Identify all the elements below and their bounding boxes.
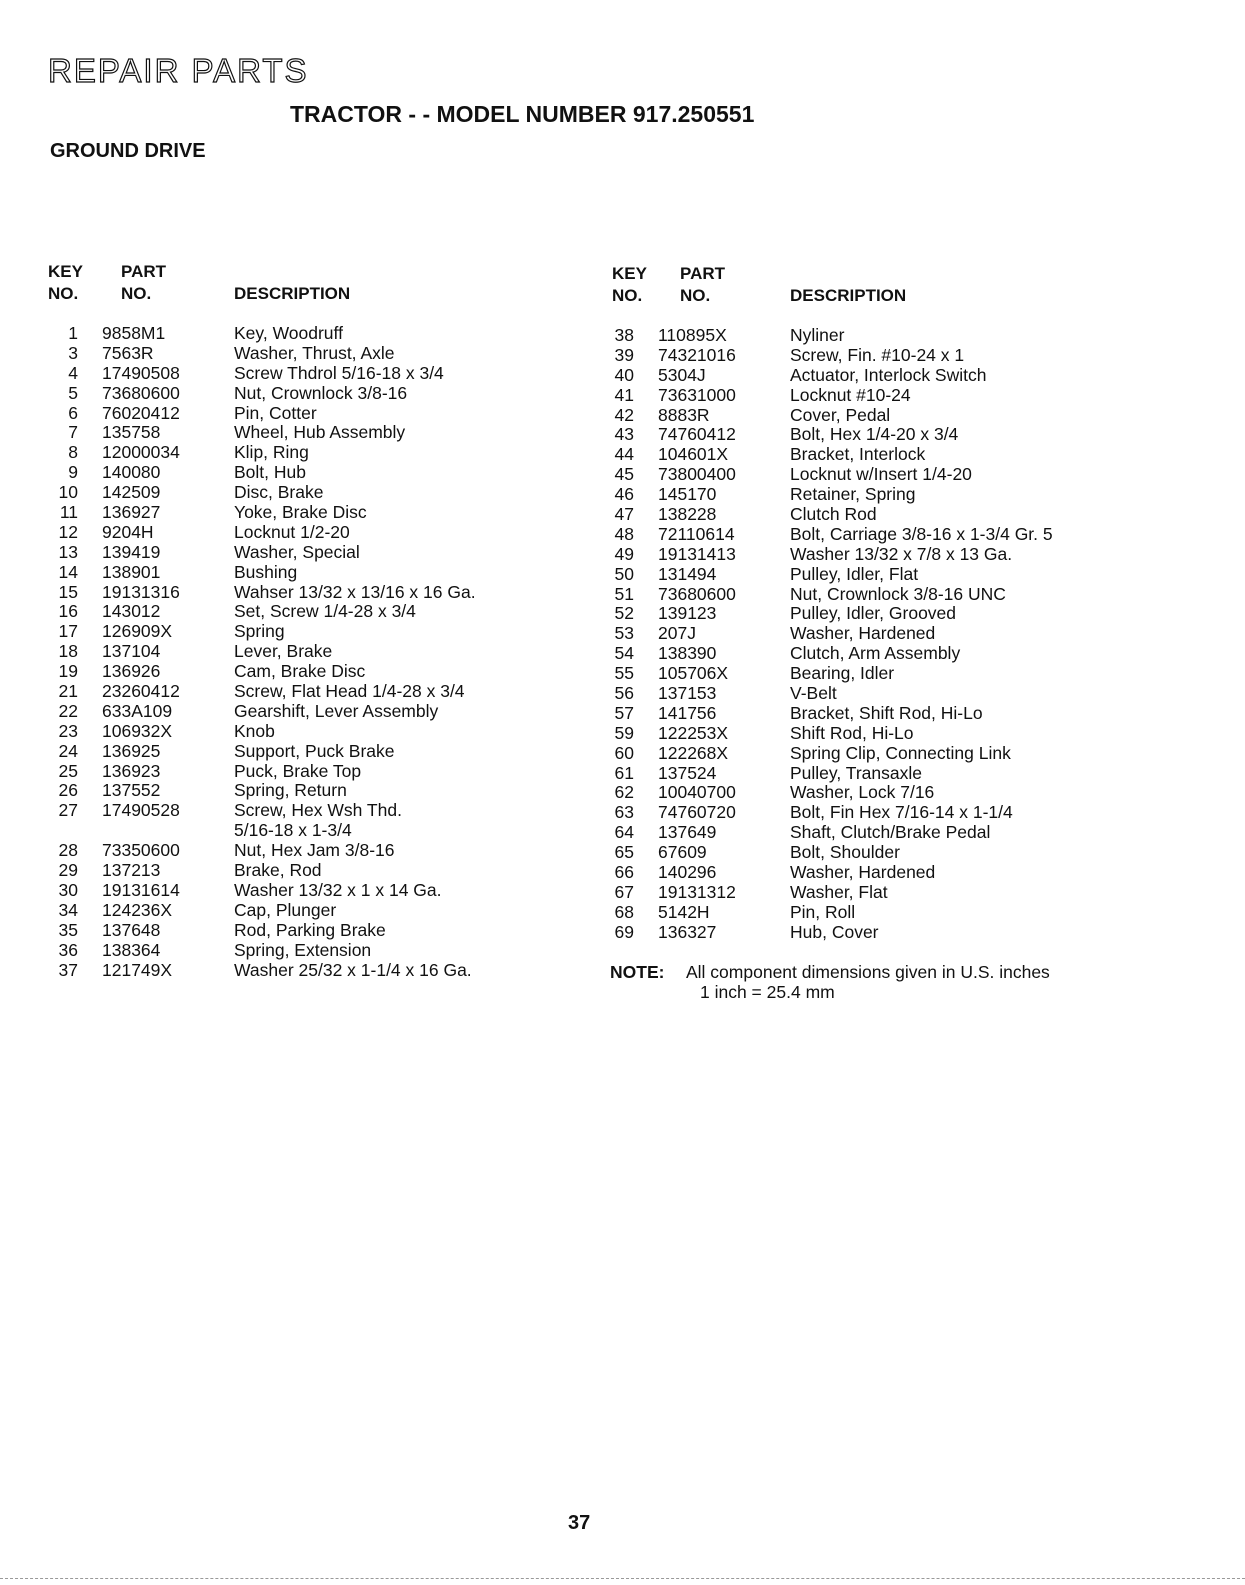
key-number: 24 [58, 740, 78, 761]
table-row [48, 921, 608, 941]
part-number: 137649 [658, 822, 717, 843]
part-description: Screw Thdrol 5/16-18 x 3/4 [234, 362, 444, 383]
key-number: 5 [68, 382, 78, 403]
part-number: 122253X [658, 722, 729, 743]
header-key-line1: KEY [612, 264, 647, 283]
table-row [48, 742, 608, 762]
table-row [48, 642, 608, 662]
part-description: Bolt, Shoulder [790, 842, 900, 863]
parts-rows-right [612, 326, 1172, 943]
table-row [48, 463, 608, 483]
parts-rows-left [48, 324, 608, 980]
table-row [48, 622, 608, 642]
part-number: 126909X [102, 621, 173, 642]
part-number: 145170 [658, 484, 717, 505]
part-number: 67609 [658, 842, 707, 863]
key-number: 26 [58, 780, 78, 801]
table-row [48, 324, 608, 344]
part-description: Actuator, Interlock Switch [790, 364, 987, 385]
column-headers [612, 264, 1172, 312]
table-row [612, 445, 1172, 465]
part-description: Bracket, Interlock [790, 444, 926, 465]
part-number: 10040700 [658, 782, 736, 803]
part-number: 137524 [658, 762, 717, 783]
key-number: 16 [58, 601, 78, 622]
part-description: Retainer, Spring [790, 484, 916, 505]
part-description: Screw, Hex Wsh Thd. [234, 800, 402, 821]
part-description: V-Belt [790, 683, 837, 704]
note-conversion: 1 inch = 25.4 mm [700, 982, 835, 1002]
part-number: 141756 [658, 702, 717, 723]
header-part-line1: PART [680, 264, 726, 283]
table-row [612, 505, 1172, 525]
key-number: 48 [614, 523, 634, 544]
part-description: Spring, Return [234, 780, 347, 801]
key-number: 38 [614, 325, 634, 345]
part-number: 19131413 [658, 543, 736, 564]
part-description: Bracket, Shift Rod, Hi-Lo [790, 702, 983, 723]
table-row [48, 941, 608, 961]
part-number: 74760720 [658, 802, 736, 823]
part-number: 138901 [102, 561, 161, 582]
part-number: 9858M1 [102, 323, 166, 343]
part-description: Shift Rod, Hi-Lo [790, 722, 914, 743]
part-number: 73680600 [102, 382, 180, 403]
key-number: 64 [614, 822, 634, 843]
part-description: Spring, Extension [234, 939, 372, 960]
key-number: 69 [614, 921, 634, 942]
table-row [48, 861, 608, 881]
part-description: Washer, Flat [790, 881, 888, 902]
key-number: 34 [58, 899, 78, 920]
part-description: Bolt, Hex 1/4-20 x 3/4 [790, 424, 959, 445]
table-row [48, 901, 608, 921]
part-description-continued: 5/16-18 x 1-3/4 [234, 820, 352, 841]
table-row [48, 443, 608, 463]
table-row [48, 602, 608, 622]
header-part-line2: NO. [680, 286, 711, 305]
part-number: 7563R [102, 342, 154, 363]
part-number: 137213 [102, 860, 161, 881]
table-row [612, 406, 1172, 426]
part-number: 137552 [102, 780, 161, 801]
key-number: 9 [68, 462, 78, 483]
table-row [48, 762, 608, 782]
key-number: 36 [58, 939, 78, 960]
key-number: 60 [614, 742, 634, 763]
table-row [612, 843, 1172, 863]
table-row [612, 764, 1172, 784]
table-row [612, 485, 1172, 505]
table-row [48, 841, 608, 861]
part-number: 142509 [102, 482, 161, 503]
note-text: All component dimensions given in U.S. inches [686, 962, 1050, 982]
part-description: Cover, Pedal [790, 404, 891, 425]
part-number: 110895X [658, 325, 727, 345]
table-row [48, 364, 608, 384]
part-description: Washer 13/32 x 1 x 14 Ga. [234, 879, 442, 900]
key-number: 14 [58, 561, 78, 582]
header-description: DESCRIPTION [790, 286, 907, 305]
part-number: 139123 [658, 603, 717, 624]
part-description: Klip, Ring [234, 442, 309, 463]
key-number: 23 [58, 720, 78, 741]
part-number: 138364 [102, 939, 161, 960]
key-number: 52 [614, 603, 634, 624]
table-row [612, 525, 1172, 545]
part-number: 137104 [102, 641, 161, 662]
part-description: Nut, Crownlock 3/8-16 UNC [790, 583, 1006, 604]
key-number: 7 [68, 422, 78, 443]
part-number: 17490528 [102, 800, 180, 821]
table-row [612, 585, 1172, 605]
part-description: Bolt, Fin Hex 7/16-14 x 1-1/4 [790, 802, 1013, 823]
part-description: Clutch Rod [790, 504, 877, 525]
page-number: 37 [568, 1512, 591, 1534]
key-number: 35 [58, 919, 78, 940]
section-heading: GROUND DRIVE [50, 140, 206, 162]
part-description: Nut, Hex Jam 3/8-16 [234, 840, 395, 861]
table-row [612, 744, 1172, 764]
key-number: 29 [58, 860, 78, 881]
table-row [48, 722, 608, 742]
table-row [48, 523, 608, 543]
part-description: Locknut w/Insert 1/4-20 [790, 464, 972, 485]
part-number: 143012 [102, 601, 161, 622]
part-description: Screw, Fin. #10-24 x 1 [790, 344, 965, 365]
part-number: 23260412 [102, 681, 180, 702]
part-number: 137648 [102, 919, 161, 940]
part-description: Washer, Lock 7/16 [790, 782, 935, 803]
table-row [612, 783, 1172, 803]
part-number: 73680600 [658, 583, 736, 604]
table-row [612, 883, 1172, 903]
table-row [612, 644, 1172, 664]
key-number: 54 [614, 643, 634, 664]
part-number: 136926 [102, 661, 161, 682]
table-row [48, 801, 608, 821]
key-number: 53 [614, 623, 634, 644]
key-number: 30 [58, 879, 78, 900]
part-number: 19131312 [658, 881, 736, 902]
part-number: 207J [658, 623, 696, 644]
part-number: 122268X [658, 742, 729, 763]
key-number: 51 [614, 583, 634, 604]
header-key-line1: KEY [48, 262, 83, 281]
part-number: 74321016 [658, 344, 736, 365]
part-description: Brake, Rod [234, 860, 322, 881]
part-number: 121749X [102, 959, 173, 980]
table-row [612, 923, 1172, 943]
part-description: Lever, Brake [234, 641, 333, 662]
table-row [48, 344, 608, 364]
key-number: 27 [58, 800, 78, 821]
part-number: 139419 [102, 541, 161, 562]
part-description: Knob [234, 720, 275, 741]
part-number: 137153 [658, 683, 717, 704]
part-description: Pulley, Idler, Flat [790, 563, 919, 584]
key-number: 15 [58, 581, 78, 602]
table-row [48, 563, 608, 583]
part-description: Support, Puck Brake [234, 740, 395, 761]
key-number: 49 [614, 543, 634, 564]
part-description: Pulley, Idler, Grooved [790, 603, 957, 624]
key-number: 19 [58, 661, 78, 682]
part-number: 76020412 [102, 402, 180, 423]
part-description: Nyliner [790, 325, 845, 345]
part-number: 5142H [658, 901, 710, 922]
part-number: 140080 [102, 462, 161, 483]
table-row [48, 404, 608, 424]
key-number: 1 [68, 323, 78, 343]
table-row [48, 702, 608, 722]
table-row [612, 604, 1172, 624]
key-number: 13 [58, 541, 78, 562]
table-row [48, 961, 608, 981]
key-number: 67 [614, 881, 634, 902]
part-number: 8883R [658, 404, 710, 425]
part-number: 135758 [102, 422, 161, 443]
key-number: 37 [58, 959, 78, 980]
table-row [612, 326, 1172, 346]
table-row [48, 662, 608, 682]
table-row [612, 465, 1172, 485]
key-number: 43 [614, 424, 634, 445]
key-number: 50 [614, 563, 634, 584]
part-description: Spring [234, 621, 285, 642]
key-number: 22 [58, 700, 78, 721]
part-description: Bolt, Hub [234, 462, 306, 483]
table-row [612, 366, 1172, 386]
table-row [612, 346, 1172, 366]
header-key-line2: NO. [48, 284, 79, 303]
key-number: 66 [614, 862, 634, 883]
key-number: 41 [614, 384, 634, 405]
part-number: 73631000 [658, 384, 736, 405]
key-number: 65 [614, 842, 634, 863]
table-row [612, 684, 1172, 704]
key-number: 28 [58, 840, 78, 861]
part-description: Washer, Thrust, Axle [234, 342, 395, 363]
key-number: 55 [614, 663, 634, 684]
table-row [612, 545, 1172, 565]
header-key-line2: NO. [612, 286, 643, 305]
part-number: 12000034 [102, 442, 180, 463]
key-number: 11 [59, 502, 78, 523]
part-description: Yoke, Brake Disc [234, 502, 367, 523]
model-subtitle: TRACTOR - - MODEL NUMBER 917.250551 [290, 101, 755, 127]
table-row [48, 543, 608, 563]
table-row [48, 384, 608, 404]
table-row [48, 483, 608, 503]
table-row [612, 624, 1172, 644]
part-number: 74760412 [658, 424, 736, 445]
table-row [48, 503, 608, 523]
part-description: Puck, Brake Top [234, 760, 362, 781]
part-description: Nut, Crownlock 3/8-16 [234, 382, 408, 403]
header-part-line2: NO. [121, 284, 152, 303]
part-description: Spring Clip, Connecting Link [790, 742, 1011, 763]
key-number: 17 [58, 621, 78, 642]
key-number: 63 [614, 802, 634, 823]
key-number: 40 [614, 364, 634, 385]
part-number: 17490508 [102, 362, 180, 383]
part-description: Pin, Roll [790, 901, 856, 922]
note-label: NOTE: [610, 962, 665, 982]
key-number: 8 [68, 442, 78, 463]
header-description: DESCRIPTION [234, 284, 351, 303]
column-headers [48, 262, 608, 310]
part-number: 124236X [102, 899, 173, 920]
table-row [612, 803, 1172, 823]
part-number: 19131316 [102, 581, 180, 602]
table-row [48, 682, 608, 702]
part-description: Bolt, Carriage 3/8-16 x 1-3/4 Gr. 5 [790, 523, 1053, 544]
table-row [48, 583, 608, 603]
part-description: Washer, Special [234, 541, 360, 562]
key-number: 61 [614, 762, 634, 783]
part-number: 104601X [658, 444, 729, 465]
part-description: Bearing, Idler [790, 663, 895, 684]
key-number: 4 [68, 362, 78, 383]
table-row [612, 425, 1172, 445]
key-number: 12 [58, 521, 78, 542]
part-number: 19131614 [102, 879, 180, 900]
part-number: 633A109 [102, 700, 173, 721]
part-description: Washer, Hardened [790, 623, 936, 644]
key-number: 10 [58, 482, 78, 503]
key-number: 21 [58, 681, 78, 702]
part-number: 136327 [658, 921, 717, 942]
key-number: 3 [68, 342, 78, 363]
part-description: Locknut 1/2-20 [234, 521, 350, 542]
table-row [612, 863, 1172, 883]
part-number: 73350600 [102, 840, 180, 861]
part-description: Clutch, Arm Assembly [790, 643, 961, 664]
part-number: 9204H [102, 521, 154, 542]
part-description: Disc, Brake [234, 482, 324, 503]
table-row [48, 423, 608, 443]
table-row [612, 664, 1172, 684]
key-number: 45 [614, 464, 634, 485]
page-title: REPAIR PARTS [48, 52, 309, 89]
part-number: 136925 [102, 740, 161, 761]
table-row [612, 903, 1172, 923]
part-description: Wahser 13/32 x 13/16 x 16 Ga. [234, 581, 476, 602]
key-number: 25 [58, 760, 78, 781]
key-number: 47 [614, 504, 634, 525]
part-description: Cam, Brake Disc [234, 661, 366, 682]
key-number: 56 [614, 683, 634, 704]
part-number: 73800400 [658, 464, 736, 485]
table-row [612, 724, 1172, 744]
part-number: 105706X [658, 663, 729, 684]
table-row [612, 386, 1172, 406]
key-number: 46 [614, 484, 634, 505]
key-number: 39 [614, 344, 634, 365]
part-description: Washer 13/32 x 7/8 x 13 Ga. [790, 543, 1013, 564]
part-number: 140296 [658, 862, 717, 883]
table-row [612, 823, 1172, 843]
key-number: 44 [614, 444, 634, 465]
part-number: 136927 [102, 502, 161, 523]
key-number: 57 [614, 702, 634, 723]
parts-table-right [612, 264, 1172, 942]
part-number: 138228 [658, 504, 717, 525]
part-description: Gearshift, Lever Assembly [234, 700, 439, 721]
part-description: Pulley, Transaxle [790, 762, 922, 783]
table-row [612, 704, 1172, 724]
part-description: Screw, Flat Head 1/4-28 x 3/4 [234, 681, 465, 702]
part-number: 106932X [102, 720, 173, 741]
part-description: Wheel, Hub Assembly [234, 422, 406, 443]
key-number: 42 [614, 404, 634, 425]
key-number: 6 [68, 402, 78, 423]
table-row [612, 565, 1172, 585]
key-number: 18 [58, 641, 78, 662]
part-number: 138390 [658, 643, 717, 664]
part-description: Washer, Hardened [790, 862, 936, 883]
header-part-line1: PART [121, 262, 167, 281]
part-description: Shaft, Clutch/Brake Pedal [790, 822, 991, 843]
part-number: 72110614 [658, 523, 735, 544]
table-row [48, 781, 608, 801]
key-number: 59 [614, 722, 634, 743]
part-number: 131494 [658, 563, 717, 584]
part-description: Locknut #10-24 [790, 384, 911, 405]
part-description: Pin, Cotter [234, 402, 317, 423]
key-number: 62 [614, 782, 634, 803]
part-description: Key, Woodruff [234, 323, 343, 343]
part-number: 5304J [658, 364, 706, 385]
parts-table-left [48, 262, 608, 980]
part-description: Cap, Plunger [234, 899, 337, 920]
table-row [48, 881, 608, 901]
part-number: 136923 [102, 760, 161, 781]
part-description: Bushing [234, 561, 298, 582]
part-description: Rod, Parking Brake [234, 919, 386, 940]
page-bottom-rule [0, 1578, 1245, 1579]
part-description: Set, Screw 1/4-28 x 3/4 [234, 601, 416, 622]
part-description: Washer 25/32 x 1-1/4 x 16 Ga. [234, 959, 472, 980]
key-number: 68 [614, 901, 634, 922]
part-description: Hub, Cover [790, 921, 879, 942]
